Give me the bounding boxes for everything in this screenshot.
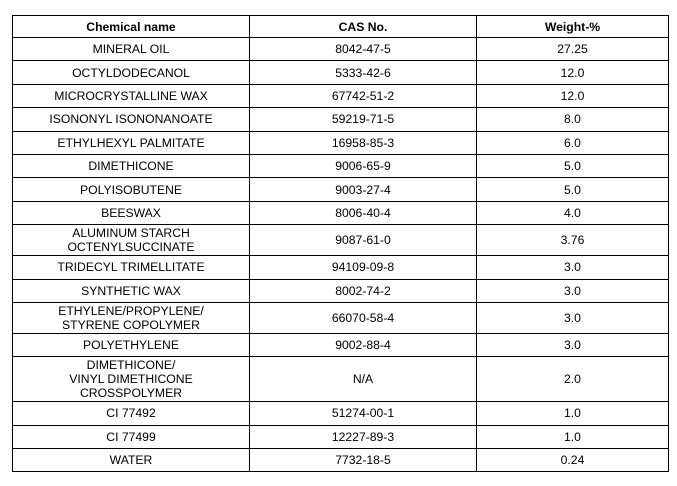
- weight-percent-cell: 12.0: [477, 61, 669, 84]
- cas-number-cell: 7732-18-5: [250, 449, 477, 472]
- chemical-name-cell: POLYISOBUTENE: [13, 178, 250, 201]
- weight-percent-cell: 3.76: [477, 225, 669, 256]
- table-row: [13, 131, 669, 154]
- cas-number-cell: 67742-51-2: [250, 84, 477, 107]
- cas-number-cell: 59219-71-5: [250, 108, 477, 131]
- chemical-name-cell: SYNTHETIC WAX: [13, 279, 250, 302]
- table-row: [13, 38, 669, 61]
- chemical-name-cell: ETHYLHEXYL PALMITATE: [13, 131, 250, 154]
- chemical-name-cell: CI 77499: [13, 425, 250, 448]
- weight-percent-cell: 6.0: [477, 131, 669, 154]
- weight-percent-cell: 4.0: [477, 201, 669, 224]
- table-row: [13, 333, 669, 356]
- cas-number-cell: 12227-89-3: [250, 425, 477, 448]
- header-cas-no: CAS No.: [250, 16, 477, 38]
- table-row: [13, 201, 669, 224]
- chemical-name-cell: MINERAL OIL: [13, 38, 250, 61]
- cas-number-cell: N/A: [250, 357, 477, 402]
- table-row: [13, 61, 669, 84]
- cas-number-cell: 5333-42-6: [250, 61, 477, 84]
- chemical-name-cell: DIMETHICONE: [13, 154, 250, 177]
- weight-percent-cell: 5.0: [477, 178, 669, 201]
- table-row: [13, 302, 669, 333]
- cas-number-cell: 8002-74-2: [250, 279, 477, 302]
- header-chemical-name: Chemical name: [13, 16, 250, 38]
- cas-number-cell: 9003-27-4: [250, 178, 477, 201]
- weight-percent-cell: 3.0: [477, 302, 669, 333]
- cas-number-cell: 94109-09-8: [250, 256, 477, 279]
- composition-table: [12, 15, 669, 472]
- weight-percent-cell: 5.0: [477, 154, 669, 177]
- chemical-name-cell: TRIDECYL TRIMELLITATE: [13, 256, 250, 279]
- table-row: [13, 449, 669, 472]
- weight-percent-cell: 12.0: [477, 84, 669, 107]
- weight-percent-cell: 3.0: [477, 256, 669, 279]
- chemical-name-cell: ISONONYL ISONONANOATE: [13, 108, 250, 131]
- cas-number-cell: 51274-00-1: [250, 402, 477, 425]
- chemical-name-cell: BEESWAX: [13, 201, 250, 224]
- weight-percent-cell: 1.0: [477, 402, 669, 425]
- weight-percent-cell: 27.25: [477, 38, 669, 61]
- table-row: [13, 108, 669, 131]
- header-weight-percent: Weight-%: [477, 16, 669, 38]
- weight-percent-cell: 2.0: [477, 357, 669, 402]
- chemical-name-cell: CI 77492: [13, 402, 250, 425]
- cas-number-cell: 16958-85-3: [250, 131, 477, 154]
- table-row: [13, 256, 669, 279]
- chemical-name-cell: MICROCRYSTALLINE WAX: [13, 84, 250, 107]
- table-row: [13, 402, 669, 425]
- table-row: [13, 154, 669, 177]
- weight-percent-cell: 3.0: [477, 279, 669, 302]
- weight-percent-cell: 1.0: [477, 425, 669, 448]
- chemical-name-cell: WATER: [13, 449, 250, 472]
- weight-percent-cell: 3.0: [477, 333, 669, 356]
- weight-percent-cell: 8.0: [477, 108, 669, 131]
- cas-number-cell: 66070-58-4: [250, 302, 477, 333]
- weight-percent-cell: 0.24: [477, 449, 669, 472]
- cas-number-cell: 9087-61-0: [250, 225, 477, 256]
- cas-number-cell: 8042-47-5: [250, 38, 477, 61]
- cas-number-cell: 9002-88-4: [250, 333, 477, 356]
- chemical-name-cell: ETHYLENE/PROPYLENE/ STYRENE COPOLYMER: [13, 302, 250, 333]
- table-row: [13, 225, 669, 256]
- chemical-name-cell: OCTYLDODECANOL: [13, 61, 250, 84]
- chemical-name-cell: DIMETHICONE/ VINYL DIMETHICONE CROSSPOLYMER: [13, 357, 250, 402]
- cas-number-cell: 9006-65-9: [250, 154, 477, 177]
- composition-table-container: [12, 15, 668, 472]
- table-row: [13, 178, 669, 201]
- chemical-name-cell: ALUMINUM STARCH OCTENYLSUCCINATE: [13, 225, 250, 256]
- table-row: [13, 357, 669, 402]
- table-row: [13, 425, 669, 448]
- chemical-name-cell: POLYETHYLENE: [13, 333, 250, 356]
- cas-number-cell: 8006-40-4: [250, 201, 477, 224]
- table-row: [13, 84, 669, 107]
- table-row: [13, 279, 669, 302]
- table-header-row: [13, 16, 669, 38]
